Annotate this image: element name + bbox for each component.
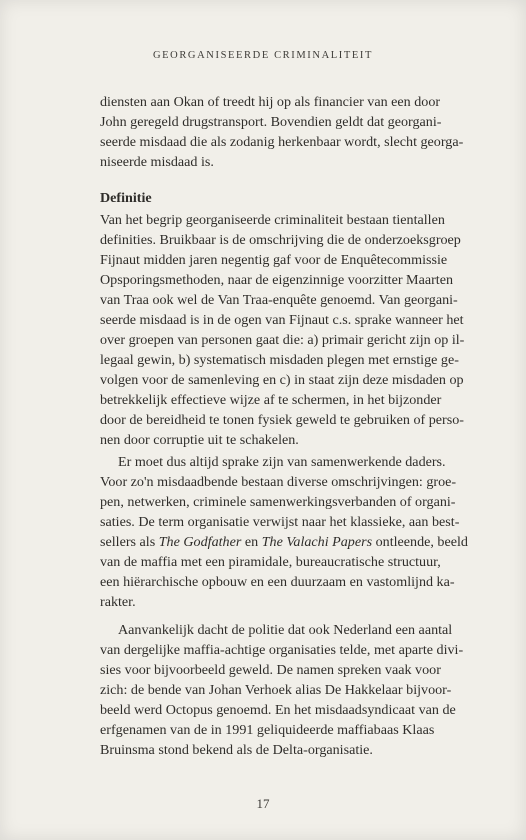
text-line: van de maffia met een piramidale, bureaucratische structuur,: [100, 554, 441, 570]
text-line: van Traa ook wel de Van Traa-enquête genoemd. Van georgani-: [100, 292, 458, 308]
text-line: seerde misdaad die als zodanig herkenbaar wordt, slecht georga-: [100, 134, 464, 150]
text-line: Opsporingsmethoden, naar de eigenzinnige voorzitter Maarten: [100, 272, 454, 288]
text-line: door de bereidheid te tonen fysiek geweld te gebruiken of perso-: [100, 412, 464, 428]
text-line: sies voor bijvoorbeeld geweld. De namen spreken vaak voor: [100, 662, 441, 678]
text-line: betrekkelijk effectieve wijze af te schermen, in het bijzonder: [100, 392, 442, 408]
text-line: zich: de bende van Johan Verhoek alias De Hakkelaar bijvoor-: [100, 682, 452, 698]
text-line: volgen voor de samenleving en c) in staat zijn deze misdaden op: [100, 372, 464, 388]
text-line: niseerde misdaad is.: [100, 154, 214, 170]
text-run: en: [241, 534, 262, 550]
text-line: nen door corruptie uit te schakelen.: [100, 432, 299, 448]
text-line: Fijnaut midden jaren negentig gaf voor de Enquêtecommissie: [100, 252, 448, 268]
text-line-with-titles: [100, 532, 468, 552]
text-line: van dergelijke maffia-achtige organisaties telde, met aparte divi-: [100, 642, 464, 658]
text-line: Voor zo'n misdaadbende bestaan diverse omschrijvingen: groe-: [100, 474, 457, 490]
text-line: Van het begrip georganiseerde criminaliteit bestaan tientallen: [100, 212, 445, 228]
text-line: beeld werd Octopus genoemd. En het misdaadsyndicaat van de: [100, 702, 456, 718]
section-heading: Definitie: [100, 190, 152, 206]
text-line: rakter.: [100, 594, 136, 610]
text-line: Er moet dus altijd sprake zijn van samenwerkende daders.: [118, 454, 446, 470]
text-line: pen, netwerken, criminele samenwerkingsverbanden of organi-: [100, 494, 456, 510]
text-run: ontleende, beeld: [372, 534, 468, 550]
text-line: over groepen van personen gaat die: a) primair gericht zijn op il-: [100, 332, 465, 348]
paragraph-maffia: [100, 620, 464, 760]
text-run: sellers als: [100, 534, 159, 550]
text-line: saties. De term organisatie verwijst naar het klassieke, aan best-: [100, 514, 460, 530]
text-line: diensten aan Okan of treedt hij op als financier van een door: [100, 94, 441, 110]
text-line: seerde misdaad is in de ogen van Fijnaut c.s. sprake wanneer het: [100, 312, 464, 328]
running-header: GEORGANISEERDE CRIMINALITEIT: [152, 50, 374, 61]
paragraph-definition: [100, 210, 465, 450]
book-title: The Valachi Papers: [261, 534, 373, 550]
page-number: 17: [256, 796, 270, 811]
text-line: een hiërarchische opbouw en een duurzaam en vastomlijnd ka-: [100, 574, 455, 590]
paragraph-continued: [100, 92, 464, 172]
paragraph-daders: [100, 452, 468, 612]
book-title: The Godfather: [158, 534, 242, 550]
text-line: John geregeld drugstransport. Bovendien geldt dat georgani-: [100, 114, 442, 130]
text-line: definities. Bruikbaar is de omschrijving die de onderzoeksgroep: [100, 232, 461, 248]
text-line: erfgenamen van de in 1991 geliquideerde maffiabaas Klaas: [100, 722, 435, 738]
text-line: Aanvankelijk dacht de politie dat ook Nederland een aantal: [118, 622, 453, 638]
text-line: Bruinsma stond bekend als de Delta-organisatie.: [100, 742, 373, 758]
text-line: legaal gewin, b) systematisch misdaden plegen met ernstige ge-: [100, 352, 459, 368]
